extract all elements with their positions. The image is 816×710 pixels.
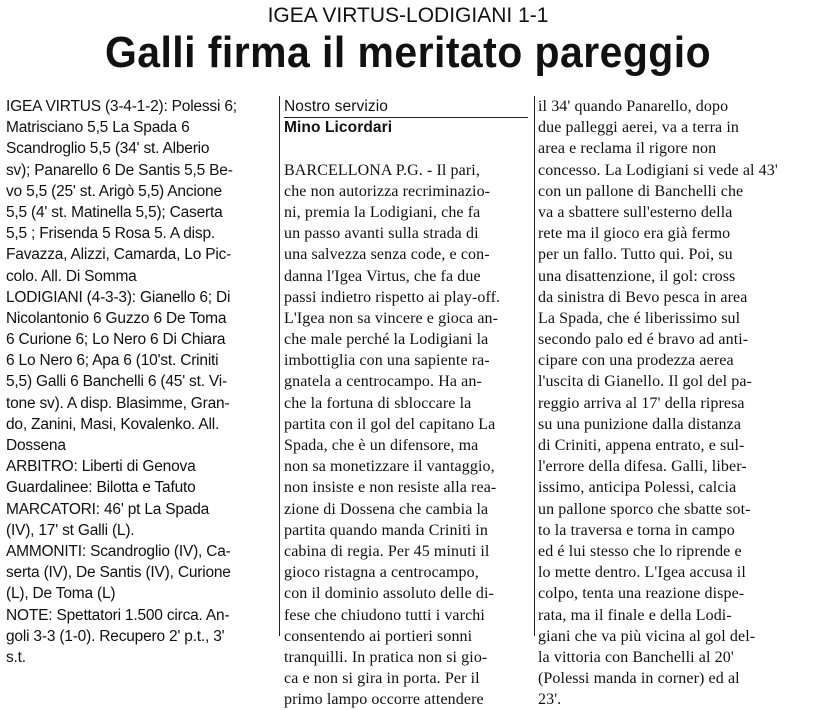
byline-service: Nostro servizio <box>284 98 388 115</box>
text-line: una disattenzione, il gol: cross <box>538 267 736 285</box>
text-line: l'uscita di Gianello. Il gol del pa- <box>538 373 752 391</box>
text-line: sv); Panarello 6 De Santis 5,5 Be- <box>6 161 233 179</box>
text-line: gioco ristagna a centrocampo, <box>284 564 479 582</box>
text-line: zione di Dossena che cambia la <box>284 500 489 518</box>
article-body-column-2 <box>538 96 810 710</box>
text-line: AMMONITI: Scandroglio (IV), Ca- <box>6 542 231 560</box>
text-line: ARBITRO: Liberti di Genova <box>6 458 196 476</box>
text-line: 5,5) Galli 6 Banchelli 6 (45' st. Vi- <box>6 373 227 391</box>
text-line: non insiste e non resiste alla rea- <box>284 479 497 497</box>
text-line: da sinistra di Bevo pesca in area <box>538 288 748 306</box>
match-summary-column <box>6 96 278 668</box>
text-line: con il dominio assoluto delle di- <box>284 585 494 603</box>
text-line: ca e non si gira in porta. Per il <box>284 670 480 688</box>
text-line: di Criniti, appena entrato, e sul- <box>538 437 745 454</box>
text-line: 6 Lo Nero 6; Apa 6 (10'st. Criniti <box>6 352 219 370</box>
text-line: rata, ma il finale e della Lodi- <box>538 606 732 624</box>
text-line: L'Igea non sa vincere e gioca an- <box>284 309 499 327</box>
text-line: un pallone sporco che sbatte sot- <box>538 500 751 518</box>
text-line: partita quando manda Criniti in <box>284 521 488 539</box>
text-line: passi indietro rispetto ai play-off. <box>284 288 501 306</box>
text-line: Guardalinee: Bilotta e Tafuto <box>6 479 196 497</box>
text-line: va a sbattere sull'esterno della <box>538 203 733 221</box>
text-line: primo lampo occorre attendere <box>284 691 484 709</box>
text-line: serta (IV), De Santis (IV), Curione <box>6 564 231 582</box>
article-body-column-1 <box>284 96 528 710</box>
text-line: consentendo ai portieri sonni <box>284 627 473 645</box>
text-line: Nicolantonio 6 Guzzo 6 De Toma <box>6 309 227 327</box>
text-line: 5,5 (4' st. Matinella 5,5); Caserta <box>6 203 223 221</box>
text-line: Matrisciano 5,5 La Spada 6 <box>6 119 190 137</box>
text-line: reggio arriva al 17' della ripresa <box>538 394 745 412</box>
text-line: colo. All. Di Somma <box>6 267 137 285</box>
text-line: che non autorizza recriminazio- <box>284 182 491 200</box>
article-kicker: IGEA VIRTUS-LODIGIANI 1-1 <box>267 4 549 27</box>
text-line: su una punizione dalla distanza <box>538 415 742 433</box>
text-line: cipare con una prodezza aerea <box>538 352 734 370</box>
text-line: IGEA VIRTUS (3-4-1-2): Polessi 6; <box>6 98 237 115</box>
text-line: issimo, anticipa Polessi, calcia <box>538 479 737 497</box>
text-line: la vittoria con Banchelli al 20' <box>538 648 734 666</box>
text-line: to la traversa e torna in campo <box>538 521 735 539</box>
byline-author: Mino Licordari <box>284 119 393 137</box>
text-line: goli 3-3 (1-0). Recupero 2' p.t., 3' <box>6 627 225 645</box>
article-body-text-1 <box>284 160 528 710</box>
text-line: LODIGIANI (4-3-3): Gianello 6; Di <box>6 288 231 306</box>
text-line: area e reclama il rigore non <box>538 140 717 158</box>
text-line: che male perché la Lodigiani la <box>284 331 489 349</box>
text-line: NOTE: Spettatori 1.500 circa. An- <box>6 606 230 624</box>
text-line: s.t. <box>6 648 26 666</box>
text-line: l'errore della difesa. Galli, liber- <box>538 458 747 476</box>
text-line: danna l'Igea Virtus, che fa due <box>284 267 481 285</box>
text-line: per un fallo. Tutto qui. Poi, su <box>538 246 733 264</box>
text-line: (IV), 17' st Galli (L). <box>6 521 135 539</box>
text-line: Scandroglio 5,5 (34' st. Alberio <box>6 140 210 158</box>
text-line: gnatela a centrocampo. Ha an- <box>284 373 482 391</box>
text-line: 6 Curione 6; Lo Nero 6 Di Chiara <box>6 331 226 349</box>
text-line: secondo palo ed é bravo ad anti- <box>538 331 749 349</box>
text-line: Spada, che è un difensore, ma <box>284 437 479 454</box>
article-headline: Galli firma il meritato pareggio <box>104 28 712 77</box>
text-line: rete ma il gioco era già fermo <box>538 225 731 243</box>
text-line: fese che chiudono tutti i varchi <box>284 606 485 624</box>
text-line: Dossena <box>6 437 66 454</box>
text-line: lo mette dentro. L'Igea accusa il <box>538 564 746 582</box>
text-line: 5,5 ; Frisenda 5 Rosa 5. A disp. <box>6 225 216 243</box>
spacer-line <box>284 138 528 159</box>
text-line: Favazza, Alizzi, Camarda, Lo Pic- <box>6 246 232 264</box>
text-line: imbottiglia con una sapiente ra- <box>284 352 490 370</box>
text-line: 23'. <box>538 691 562 709</box>
text-line: (L), De Toma (L) <box>6 585 116 603</box>
text-line: do, Zanini, Masi, Kovalenko. All. <box>6 415 220 433</box>
text-line: partita con il gol del capitano La <box>284 415 496 433</box>
text-line: tranquilli. In pratica non si gio- <box>284 648 488 666</box>
text-line: concesso. La Lodigiani si vede al 43' <box>538 161 778 179</box>
text-line: (Polessi manda in corner) ed al <box>538 670 740 688</box>
text-line: La Spada, che é liberissimo sul <box>538 309 741 327</box>
text-line: il 34' quando Panarello, dopo <box>538 98 729 115</box>
text-line: con un pallone di Banchelli che <box>538 182 744 200</box>
text-line: un passo avanti sulla strada di <box>284 225 479 243</box>
text-line: ni, premia la Lodigiani, che fa <box>284 203 481 221</box>
column-divider-right <box>534 96 535 636</box>
text-line: BARCELLONA P.G. - Il pari, <box>284 161 480 179</box>
text-line: una salvezza senza code, e con- <box>284 246 490 264</box>
text-line: non sa monetizzare il vantaggio, <box>284 458 495 476</box>
text-line: due palleggi aerei, va a terra in <box>538 119 739 137</box>
text-line: MARCATORI: 46' pt La Spada <box>6 500 210 518</box>
column-divider-left <box>279 96 280 636</box>
text-line: cabina di regia. Per 45 minuti il <box>284 542 490 560</box>
text-line: vo 5,5 (25' st. Arigò 5,5) Ancione <box>6 182 222 200</box>
text-line: giani che va più vicina al gol del- <box>538 627 756 645</box>
text-line: ed é lui stesso che lo riprende e <box>538 542 742 560</box>
text-line: che la fortuna di sbloccare la <box>284 394 472 412</box>
text-line: colpo, tenta una reazione dispe- <box>538 585 745 603</box>
text-line: tone sv). A disp. Blasimme, Gran- <box>6 394 230 412</box>
